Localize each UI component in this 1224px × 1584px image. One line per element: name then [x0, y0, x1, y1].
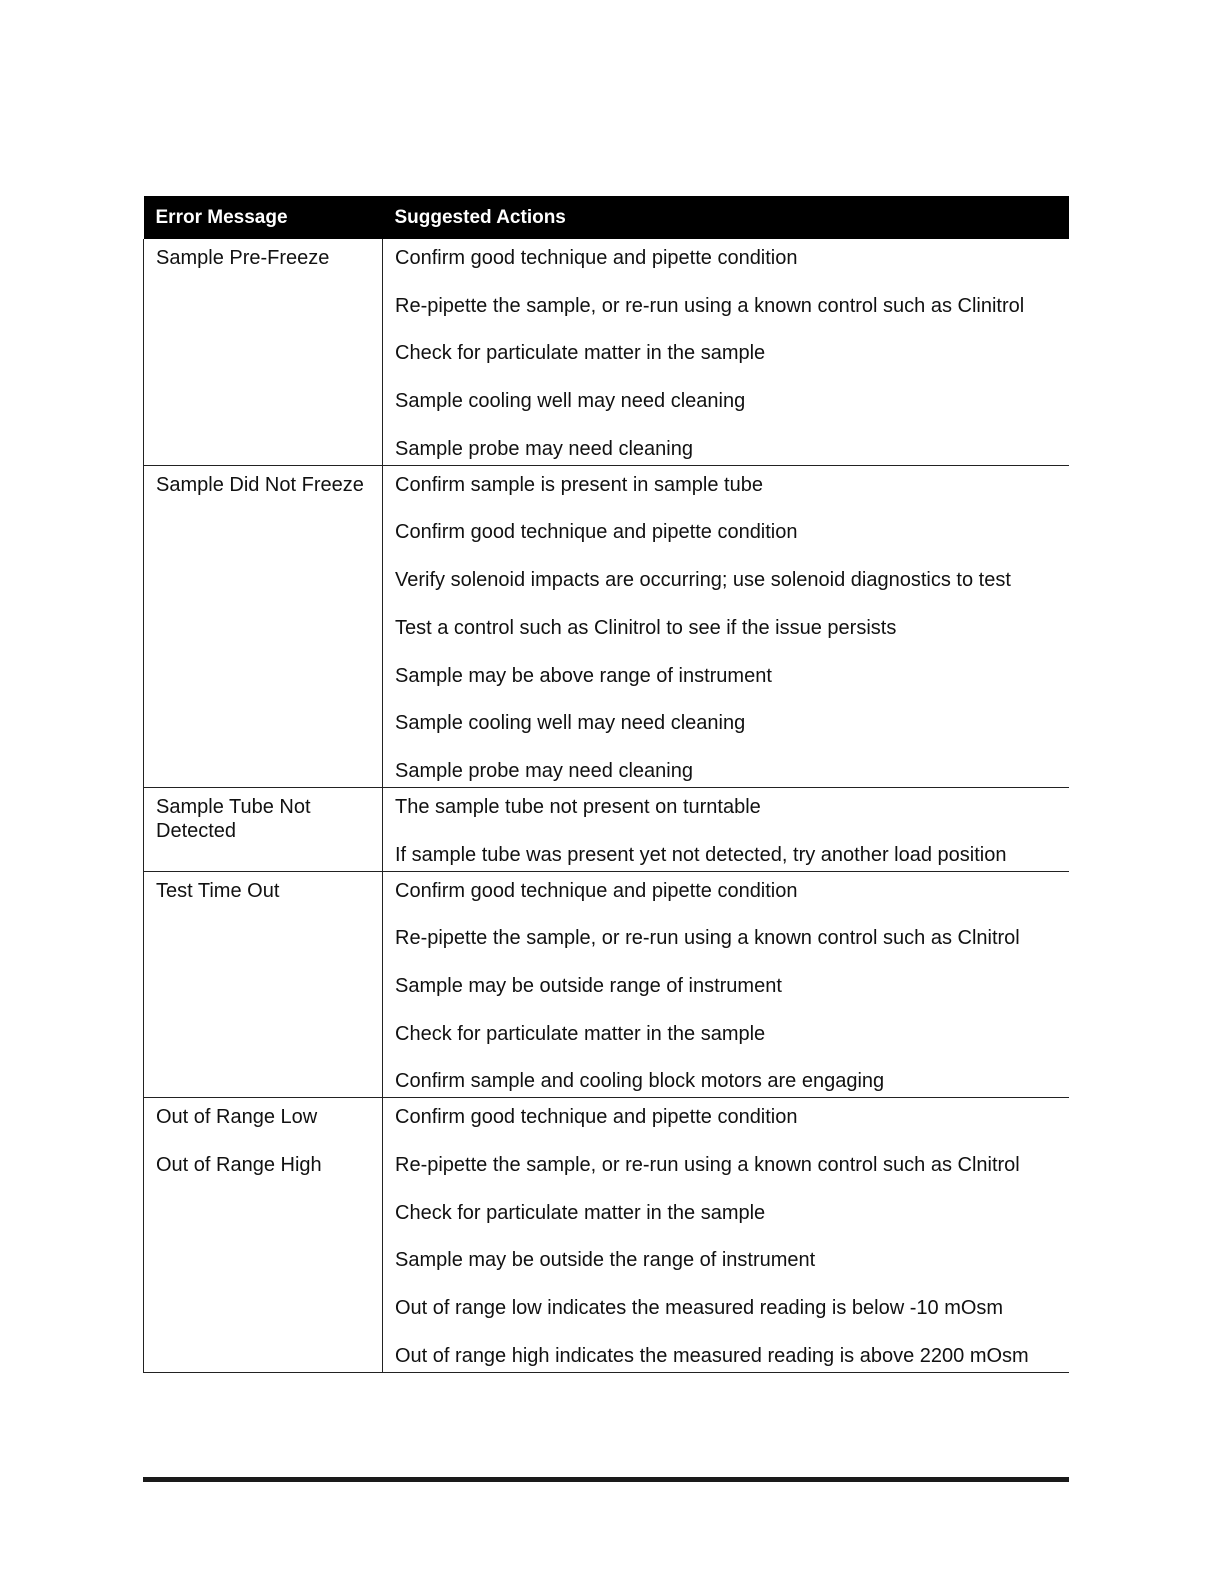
action-item: Check for particulate matter in the sample	[395, 1201, 766, 1224]
error-message: Out of Range High	[156, 1154, 322, 1177]
error-message: Sample Tube Not Detected	[156, 795, 311, 842]
error-message: Out of Range Low	[156, 1106, 318, 1129]
error-cell	[144, 239, 383, 465]
header-suggested-actions: Suggested Actions	[383, 196, 1069, 239]
action-item: Sample may be outside range of instrument	[395, 974, 782, 997]
action-item: The sample tube not present on turntable	[395, 795, 761, 818]
action-item: If sample tube was present yet not detected, try another load position	[395, 843, 1007, 866]
error-table	[143, 196, 1069, 1373]
action-item: Confirm sample is present in sample tube	[395, 473, 763, 496]
action-item: Sample cooling well may need cleaning	[395, 390, 746, 413]
action-item: Confirm good technique and pipette condition	[395, 247, 798, 269]
action-item: Confirm sample and cooling block motors are engaging	[395, 1070, 885, 1093]
actions-cell	[383, 871, 1069, 1098]
table-row	[144, 1098, 1069, 1372]
table-header-row	[144, 196, 1069, 239]
action-item: Out of range high indicates the measured reading is above 2200 mOsm	[395, 1344, 1029, 1367]
action-item: Test a control such as Clinitrol to see if the issue persists	[395, 616, 897, 639]
table-row	[144, 239, 1069, 465]
action-item: Confirm good technique and pipette condition	[395, 879, 798, 902]
action-item: Re-pipette the sample, or re-run using a known control such as Clinitrol	[395, 294, 1025, 317]
action-item: Check for particulate matter in the sample	[395, 342, 766, 365]
action-item: Confirm good technique and pipette condition	[395, 521, 798, 544]
action-item: Sample probe may need cleaning	[395, 759, 693, 782]
actions-cell	[383, 1098, 1069, 1372]
actions-cell	[383, 465, 1069, 787]
action-item: Confirm good technique and pipette condition	[395, 1106, 798, 1129]
error-cell	[144, 1098, 383, 1372]
actions-cell	[383, 787, 1069, 871]
error-message: Sample Did Not Freeze	[156, 473, 364, 496]
error-cell	[144, 871, 383, 1098]
error-cell	[144, 787, 383, 871]
action-item: Verify solenoid impacts are occurring; use solenoid diagnostics to test	[395, 569, 1011, 592]
header-error-message: Error Message	[144, 196, 383, 239]
table-row	[144, 787, 1069, 871]
error-cell	[144, 465, 383, 787]
action-item: Re-pipette the sample, or re-run using a known control such as Clnitrol	[395, 927, 1020, 950]
action-item: Sample cooling well may need cleaning	[395, 712, 746, 735]
error-message: Sample Pre-Freeze	[156, 247, 330, 269]
action-item: Out of range low indicates the measured reading is below -10 mOsm	[395, 1297, 1004, 1320]
action-item: Sample may be outside the range of instrument	[395, 1249, 816, 1272]
table-row	[144, 465, 1069, 787]
action-item: Sample may be above range of instrument	[395, 664, 772, 687]
action-item: Check for particulate matter in the sample	[395, 1022, 766, 1045]
action-item: Sample probe may need cleaning	[395, 437, 693, 460]
footer-rule	[143, 1477, 1069, 1482]
table-row	[144, 871, 1069, 1098]
error-message: Test Time Out	[156, 879, 280, 902]
actions-cell	[383, 239, 1069, 465]
action-item: Re-pipette the sample, or re-run using a known control such as Clnitrol	[395, 1154, 1020, 1176]
